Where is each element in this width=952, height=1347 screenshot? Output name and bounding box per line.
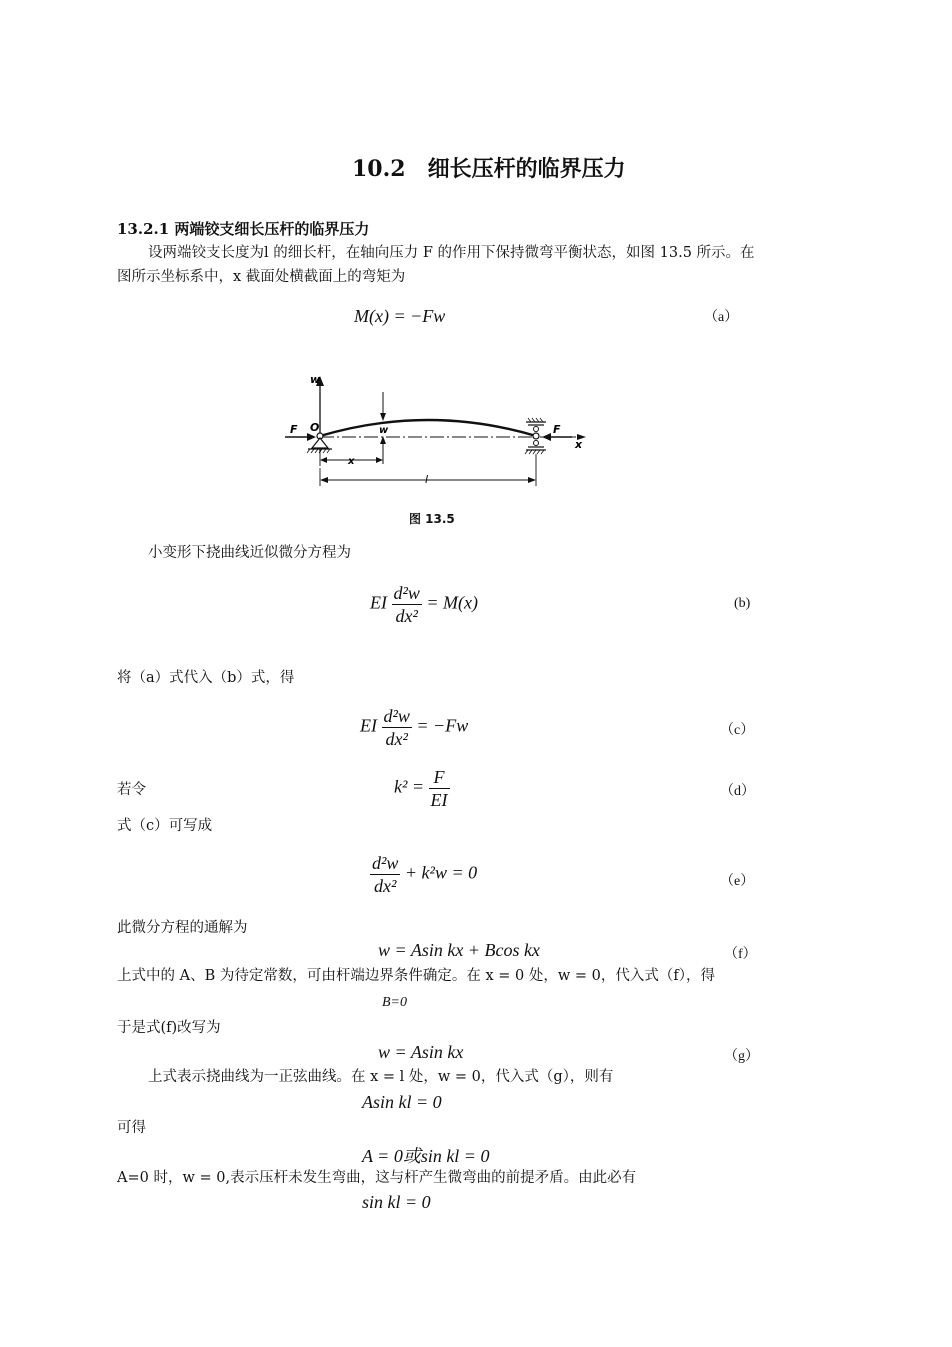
equation-c: EI $\frac{\text{d²w}}{\text{dx²}}$ = −Fw [360, 706, 469, 749]
paragraph-line: 可得 [117, 1120, 146, 1136]
origin-label: O [310, 421, 320, 434]
equation-label: (b) [734, 596, 751, 611]
equation-e: $\frac{\text{d²w}}{\text{dx²}}$ + k²w = 0 [372, 853, 478, 896]
paragraph-line: 上式表示挠曲线为一正弦曲线。在 x = l 处，w = 0，代入式（g），则有 [148, 1069, 614, 1085]
paragraph-line: 小变形下挠曲线近似微分方程为 [148, 545, 351, 561]
beam-diagram [280, 352, 600, 517]
equation-label: （f） [724, 947, 757, 962]
deflection-label: w [379, 425, 389, 436]
equation-i: A = 0或sin kl = 0 [362, 1146, 490, 1166]
paragraph-line: 图所示坐标系中，x 截面处横截面上的弯矩为 [117, 269, 406, 285]
paragraph-line: 设两端铰支长度为l 的细长杆，在轴向压力 F 的作用下保持微弯平衡状态，如图 13.5 所示。在 [148, 245, 755, 261]
figure-caption: 图 13.5 [409, 512, 455, 526]
equation-label: （e） [720, 874, 755, 889]
equation-label: （g） [724, 1049, 759, 1064]
section-heading: 13.2.1 两端铰支细长压杆的临界压力 [117, 220, 370, 238]
equation-a: M(x) = −Fw [354, 306, 446, 326]
paragraph-line: 将（a）式代入（b）式，得 [117, 670, 295, 686]
equation-j: sin kl = 0 [362, 1192, 431, 1212]
dimension-label-l: l [425, 473, 429, 486]
force-label-right: F [553, 423, 561, 436]
equation-label: （c） [720, 723, 755, 738]
force-label-left: F [290, 423, 298, 436]
equation-h: Asin kl = 0 [362, 1092, 442, 1112]
axis-label-x: x [575, 438, 583, 451]
page-title: 10.2 细长压杆的临界压力 [352, 156, 626, 182]
paragraph-line: 上式中的 A、B 为待定常数，可由杆端边界条件确定。在 x = 0 处，w = 0，代入式（f），得 [117, 968, 715, 984]
axis-label-w: w [310, 373, 321, 386]
equation-g: w = Asin kx [378, 1042, 464, 1062]
equation-label: （a） [704, 310, 739, 325]
equation-label: （d） [720, 784, 755, 799]
paragraph-line: A=0 时，w = 0,表示压杆未发生弯曲，这与杆产生微弯曲的前提矛盾。由此必有 [117, 1170, 637, 1186]
equation-f: w = Asin kx + Bcos kx [378, 940, 540, 960]
equation-B0: B=0 [382, 995, 407, 1010]
equation-d: k² = $\frac{F}{EI}$ [394, 767, 448, 810]
dimension-label-x: x [348, 456, 355, 467]
paragraph-line: 式（c）可写成 [117, 818, 213, 834]
paragraph-line: 于是式(f)改写为 [117, 1020, 221, 1036]
equation-b: EI $\frac{\text{d²w}}{\text{dx²}}$ = M(x) [370, 583, 479, 626]
paragraph-line: 若令 [117, 782, 146, 798]
paragraph-line: 此微分方程的通解为 [117, 920, 248, 936]
figure-13-5 [280, 352, 600, 517]
